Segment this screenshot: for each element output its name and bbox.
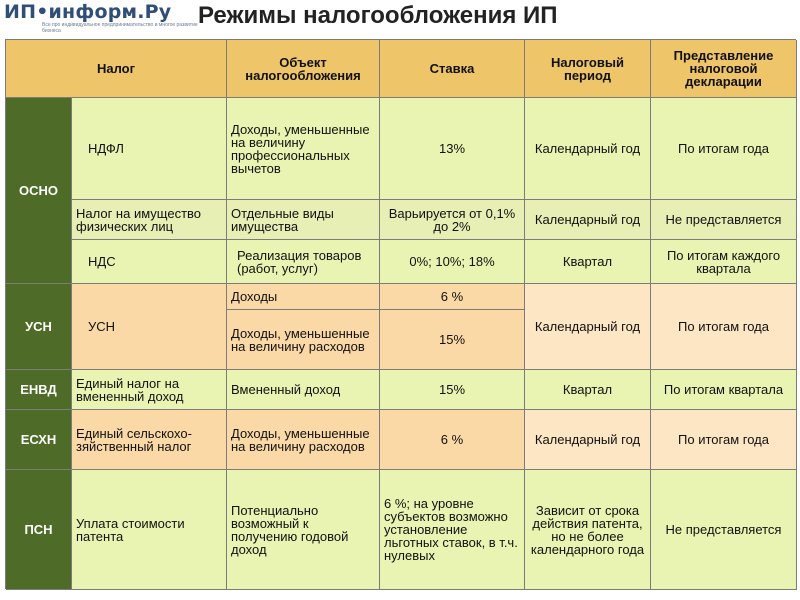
object-psn: Потенциально возможный к получению годовой доход: [227, 470, 380, 590]
object-usn-income: Доходы: [227, 284, 380, 310]
rate-usn-income-expenses: 15%: [380, 310, 525, 370]
mode-envd: ЕНВД: [6, 370, 72, 410]
object-envd: Вмененный доход: [227, 370, 380, 410]
period-psn: Зависит от срока действия патента, но не более календарного года: [525, 470, 651, 590]
declaration-property: Не представляется: [651, 200, 797, 240]
rate-eshn: 6 %: [380, 410, 525, 470]
tax-ndfl: НДФЛ: [72, 98, 227, 200]
period-usn: Календарный год: [525, 284, 651, 370]
declaration-nds: По итогам каждого квартала: [651, 240, 797, 284]
header-period: Налоговый период: [525, 40, 651, 98]
mode-psn: ПСН: [6, 470, 72, 590]
declaration-envd: По итогам квартала: [651, 370, 797, 410]
tax-envd: Единый налог на вмененный доход: [72, 370, 227, 410]
tax-eshn: Единый сельскохо-зяйственный налог: [72, 410, 227, 470]
page-title: Режимы налогообложения ИП: [198, 2, 558, 29]
rate-envd: 15%: [380, 370, 525, 410]
mode-usn: УСН: [6, 284, 72, 370]
header-object: Объект налогообложения: [227, 40, 380, 98]
header-rate: Ставка: [380, 40, 525, 98]
object-eshn: Доходы, уменьшенные на величину расходов: [227, 410, 380, 470]
rate-property: Варьируется от 0,1% до 2%: [380, 200, 525, 240]
object-usn-income-expenses: Доходы, уменьшенные на величину расходов: [227, 310, 380, 370]
declaration-ndfl: По итогам года: [651, 98, 797, 200]
tax-nds: НДС: [72, 240, 227, 284]
header-declaration: Представление налоговой декларации: [651, 40, 797, 98]
mode-osno: ОСНО: [6, 98, 72, 284]
object-nds: Реализация товаров (работ, услуг): [227, 240, 380, 284]
tax-regimes-table: [5, 39, 796, 589]
rate-usn-income: 6 %: [380, 284, 525, 310]
site-logo: [4, 1, 198, 36]
rate-nds: 0%; 10%; 18%: [380, 240, 525, 284]
object-ndfl: Доходы, уменьшенные на величину профессиональных вычетов: [227, 98, 380, 200]
declaration-eshn: По итогам года: [651, 410, 797, 470]
tax-usn: УСН: [72, 284, 227, 370]
tax-psn: Уплата стоимости патента: [72, 470, 227, 590]
tax-property: Налог на имущество физических лиц: [72, 200, 227, 240]
mode-eshn: ЕСХН: [6, 410, 72, 470]
logo-name: ИП•информ.Ру: [4, 1, 172, 23]
declaration-usn: По итогам года: [651, 284, 797, 370]
logo-tagline: Все про индивидуальное предпринимательство и многое развитие бизнеса: [42, 22, 198, 34]
rate-psn: 6 %; на уровне субъектов возможно установление льготных ставок, в т.ч. нулевых: [380, 470, 525, 590]
period-eshn: Календарный год: [525, 410, 651, 470]
object-property: Отдельные виды имущества: [227, 200, 380, 240]
period-property: Календарный год: [525, 200, 651, 240]
period-nds: Квартал: [525, 240, 651, 284]
declaration-psn: Не представляется: [651, 470, 797, 590]
period-envd: Квартал: [525, 370, 651, 410]
rate-ndfl: 13%: [380, 98, 525, 200]
header-tax: Налог: [6, 40, 227, 98]
period-ndfl: Календарный год: [525, 98, 651, 200]
